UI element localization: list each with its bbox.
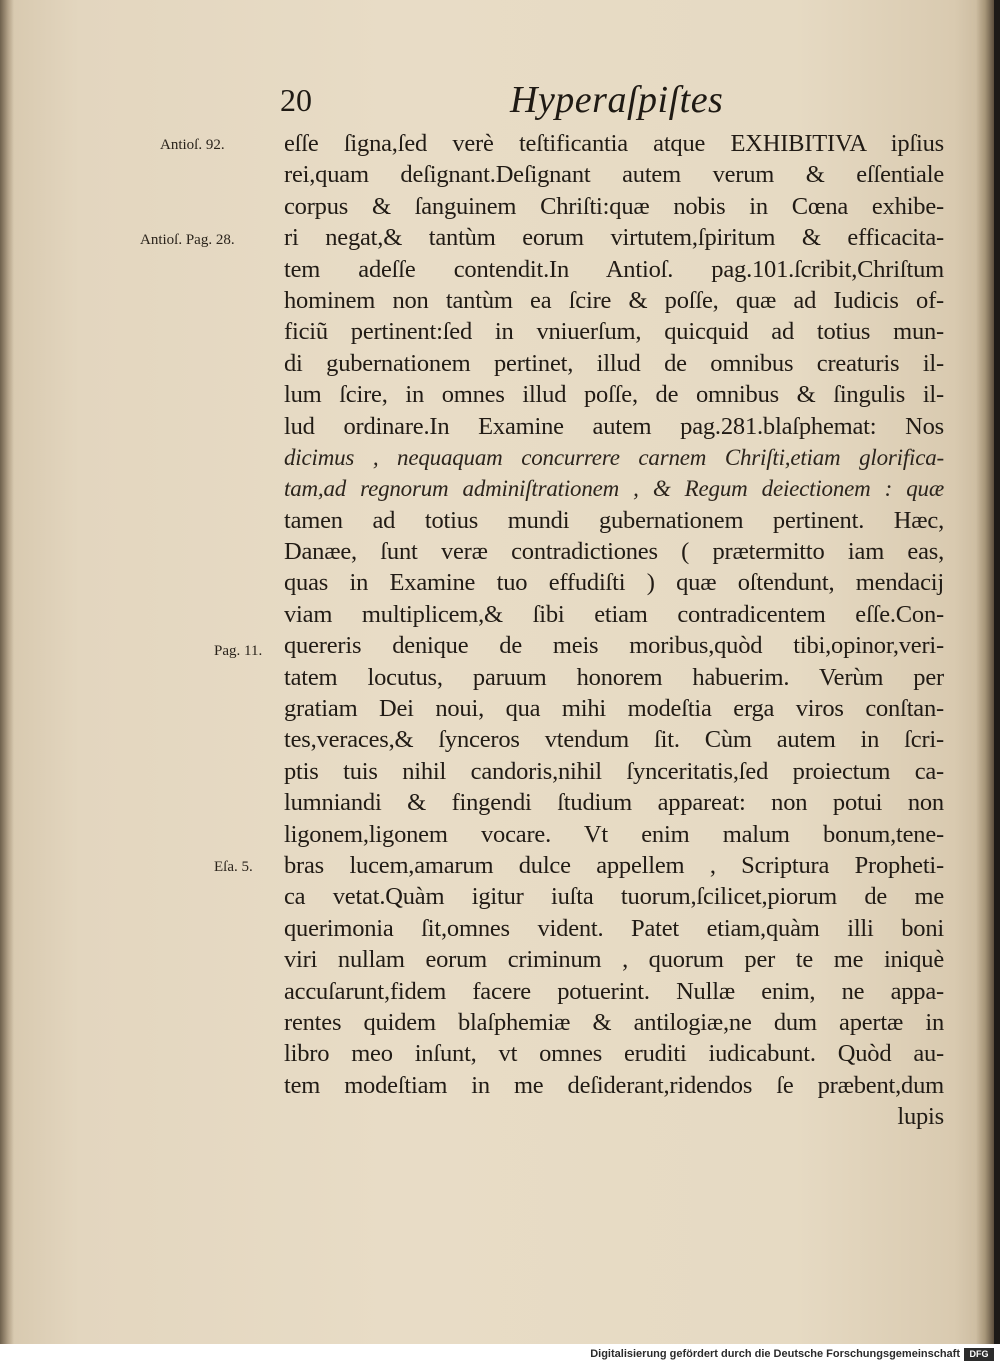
text-line: tem modeſtiam in me deſiderant,ridendos ſe præbent,dum [284,1071,944,1099]
text-line: Danæe, ſunt veræ contradictiones ( prætermitto iam eas, [284,538,944,566]
body-text [284,128,944,1133]
text-line: ca vetat.Quàm igitur iuſta tuorum,ſcilicet,piorum de me [284,883,944,911]
text-line: tatem locutus, paruum honorem habuerim. Verùm per [284,663,944,691]
text-line: ptis tuis nihil candoris,nihil ſynceritatis,ſed proiectum ca- [284,757,944,785]
page-number: 20 [280,82,312,118]
text-line: querimonia ſit,omnes vident. Patet etiam,quàm illi boni [284,914,944,942]
text-line: quereris denique de meis moribus,quòd tibi,opinor,veri- [284,632,944,660]
text-line: tamen ad totius mundi gubernationem pertinent. Hæc, [284,506,944,534]
text-line: quas in Examine tuo effudiſti ) quæ oſtendunt, mendacij [284,569,944,597]
text-line-italic: dicimus , nequaquam concurrere carnem Chriſti,etiam glorifica- [284,444,944,470]
margin-note: Antioſ. Pag. 28. [140,232,235,248]
text-line: eſſe ſigna,ſed verè teſtificantia atque EXHIBITIVA ipſius [284,130,944,157]
text-line: lud ordinare.In Examine autem pag.281.blaſphemat: Nos [284,412,944,440]
text-line: di gubernationem pertinet, illud de omnibus creaturis il- [284,349,944,377]
text-line: hominem non tantùm ea ſcire & poſſe, quæ ad Iudicis of- [284,286,944,314]
text-line: tes,veraces,& ſynceros vtendum ſit. Cùm autem in ſcri- [284,726,944,754]
text-line: viri nullam eorum criminum , quorum per te me iniquè [284,946,944,974]
text-line: tem adeſſe contendit.In Antioſ. pag.101.ſcribit,Chriſtum [284,255,944,283]
text-line: libro meo inſunt, vt omnes eruditi iudicabunt. Quòd au- [284,1040,944,1068]
running-title: Hyperaſpiſtes [510,79,724,121]
margin-note: Eſa. 5. [214,859,253,875]
text-line: ri negat,& tantùm eorum virtutem,ſpiritum & efficacita- [284,224,944,252]
text-line: lumniandi & fingendi ſtudium appareat: non potui non [284,789,944,817]
text-line: corpus & ſanguinem Chriſti:quæ nobis in Cœna exhibe- [284,192,944,220]
text-line: viam multiplicem,& ſibi etiam contradicentem eſſe.Con- [284,600,944,628]
text-line: lum ſcire, in omnes illud poſſe, de omnibus & ſingulis il- [284,381,944,409]
footer-bar [0,1344,1000,1366]
text-line: gratiam Dei noui, qua mihi modeſtia erga viros conſtan- [284,695,944,723]
text-line: accuſarunt,fidem facere potuerint. Nullæ enim, ne appa- [284,977,944,1005]
text-line: bras lucem,amarum dulce appellem , Scriptura Propheti- [284,851,944,879]
catchword: lupis [897,1103,944,1131]
text-line: ficiũ pertinent:ſed in vniuerſum, quicquid ad totius mun- [284,318,944,346]
margin-note: Pag. 11. [214,643,263,659]
text-line: rei,quam deſignant.Deſignant autem verum & eſſentiale [284,161,944,189]
text-line-italic: tam,ad regnorum adminiſtrationem , & Regum deiectionem : quæ [284,476,944,502]
margin-note: Antioſ. 92. [160,137,225,153]
funding-credit: Digitalisierung gefördert durch die Deutsche Forschungsgemeinschaft [590,1348,960,1360]
text-line: ligonem,ligonem vocare. Vt enim malum bonum,tene- [284,820,944,848]
text-line: rentes quidem blaſphemiæ & antilogiæ,ne dum apertæ in [284,1008,944,1036]
page-header [0,78,994,130]
dfg-logo-icon: DFG [964,1348,994,1361]
